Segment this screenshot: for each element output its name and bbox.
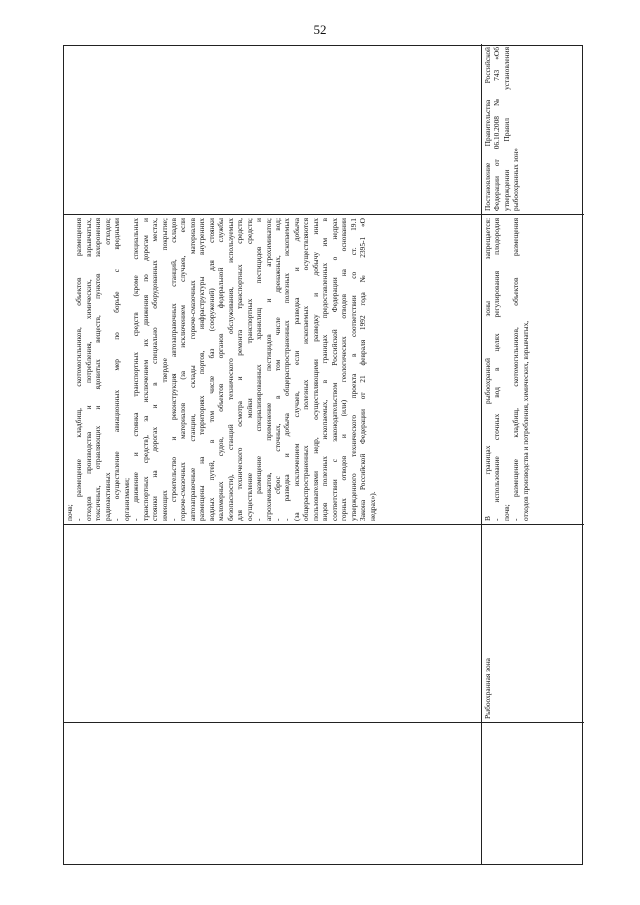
text-line: маломерных судов, объектов органов федеральной службы [216,218,226,521]
text-line: (за исключением случаев, если разведка и добыча [291,218,301,521]
row1-col1-cell [64,722,482,864]
text-line: почв; [65,504,74,521]
text-line: размещены на территориях портов, инфраструктуры внутренних [197,218,207,521]
text-line: соответствии с законодательством Российской Федерации о недрах [329,218,339,521]
rotated-table [63,45,583,865]
text-line: транспортных средств), за исключением их движения по дорогам и [140,218,150,521]
row1-col4-cell [64,44,482,214]
text-line: горюче-смазочных материалов (за исключением случаев, если [178,218,188,521]
text-line: радиоактивных отходов; [102,218,112,521]
text-line: общераспространенных полезных ископаемых осуществляются [301,218,311,521]
text-line: - использование сточных вод в целях регулирования плодородия [492,218,502,521]
text-line: недрах»). [367,491,377,521]
text-line: автозаправочные станции, склады горюче-смазочных материалов [187,218,197,521]
row2-col1-cell [482,722,584,864]
text-line: - движение и стоянка транспортных средств (кроме специальных [131,218,141,521]
row2-zone-name-cell [482,524,584,722]
text-line: Постановление Правительства Российской [483,47,492,211]
text-line: - размещение кладбищ, скотомогильников, объектов размещения [74,218,84,521]
text-line: - размещение специализированных хранилищ пестицидов и [254,218,264,521]
text-line: - строительство и реконструкция автозаправочных станций, складов [168,218,178,521]
text-line: Рыбоохранная зона [483,658,492,719]
text-line: отходов производства и потребления, химических, взрывчатых, [83,218,93,521]
zone-restrictions-table [63,45,583,865]
text-line: - осуществление авиационных мер по борьбе с вредными [112,218,122,521]
text-line: утверждении Правил установления [501,47,511,211]
text-line: - разведка и добыча общераспространенных полезных ископаемых [282,218,292,521]
text-line: утвержденного технического проекта в соответствии со ст. 19.1 [348,218,358,521]
text-line: безопасности), станций технического обслуживания, используемых [225,218,235,521]
text-line: почв; [501,504,511,521]
text-line: токсичных, отравляющих и ядовитых веществ, пунктов захоронения [93,218,103,521]
text-line: организмами; [121,477,131,521]
text-line: агрохимикатов, применение пестицидов и агрохимикатов; [263,218,273,521]
text-line: стоянки на дорогах и в специально оборудованных местах, [150,218,160,521]
text-line: горных отводов и (или) геологических отводов на основании [339,218,349,521]
text-line: осуществление мойки транспортных средств; [244,218,254,521]
text-line: видов полезных ископаемых, в границах предоставленных им в [320,218,330,521]
text-line: - сброс сточных, в том числе дренажных, вод; [272,218,282,521]
row1-col2-cell [64,524,482,722]
text-line: пользователями недр, осуществляющими разведку и добычу иных [310,218,320,521]
text-line: отходов производства и потребления, химических, взрывчатых, [520,320,530,521]
text-line: - размещение кладбищ, скотомогильников, объектов размещения [511,218,521,521]
text-line: В границах рыбоохранной зоны запрещается: [483,218,492,521]
text-line: имеющих твердое покрытие; [159,218,169,521]
text-line: Закона Российской Федерации от 21 февраля 1992 года № 2395-1 «О [358,218,368,521]
row2-legal-basis-cell [482,44,584,214]
row1-col3-cell [64,214,482,524]
text-line: Федерации от 06.10.2008 № 743 «Об [492,47,502,211]
row2-restrictions-cell [482,214,584,524]
text-line: для технического осмотра и ремонта транспортных средств, [235,218,245,521]
page-number: 52 [313,22,327,37]
text-line: водных путей, в том числе баз (сооружений) для стоянки [206,218,216,521]
text-line: рыбоохранных зон» [511,148,521,211]
